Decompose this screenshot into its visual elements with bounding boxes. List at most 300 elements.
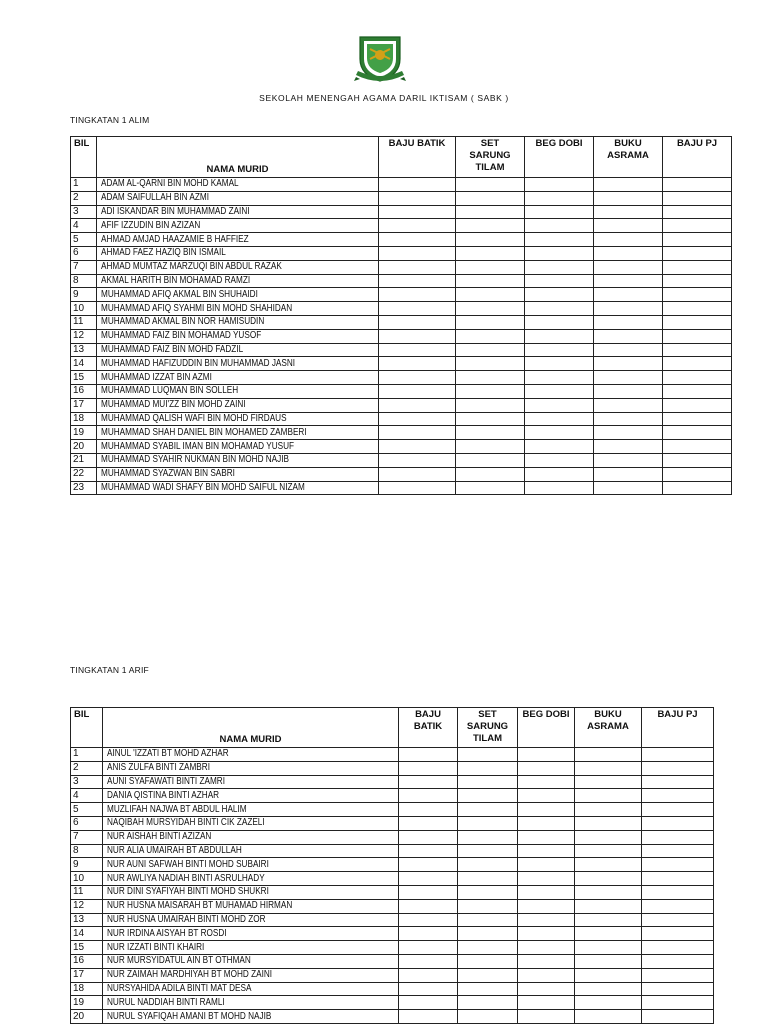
cell-set-sarung-tilam[interactable] xyxy=(458,858,518,872)
cell-baju-batik[interactable] xyxy=(379,453,456,467)
cell-baju-batik[interactable] xyxy=(399,954,458,968)
cell-buku-asrama[interactable] xyxy=(575,816,642,830)
cell-baju-batik[interactable] xyxy=(379,219,456,233)
table-row xyxy=(71,384,732,398)
cell-set-sarung-tilam[interactable] xyxy=(458,899,518,913)
table-row xyxy=(71,274,732,288)
cell-baju-pj[interactable] xyxy=(642,1010,714,1024)
cell-baju-batik[interactable] xyxy=(379,357,456,371)
cell-baju-batik[interactable] xyxy=(379,315,456,329)
student-name-cell xyxy=(97,302,379,316)
cell-beg-dobi[interactable] xyxy=(525,343,594,357)
student-name: NUR HUSNA MAISARAH BT MUHAMAD HIRMAN xyxy=(107,900,293,912)
cell-beg-dobi[interactable] xyxy=(525,274,594,288)
cell-buku-asrama[interactable] xyxy=(594,343,663,357)
student-name: MUHAMMAD MUI'ZZ BIN MOHD ZAINI xyxy=(101,399,246,411)
student-name-cell xyxy=(103,830,399,844)
cell-set-sarung-tilam[interactable] xyxy=(456,329,525,343)
cell-beg-dobi[interactable] xyxy=(525,233,594,247)
cell-set-sarung-tilam[interactable] xyxy=(458,927,518,941)
cell-baju-batik[interactable] xyxy=(399,844,458,858)
table-row xyxy=(71,913,714,927)
cell-buku-asrama[interactable] xyxy=(594,288,663,302)
cell-baju-pj[interactable] xyxy=(663,178,732,192)
cell-baju-pj[interactable] xyxy=(642,748,714,762)
cell-beg-dobi[interactable] xyxy=(525,371,594,385)
header-beg-dobi: BEG DOBI xyxy=(525,137,594,178)
row-number: 23 xyxy=(71,481,97,495)
student-name: NUR DINI SYAFIYAH BINTI MOHD SHUKRI xyxy=(107,886,269,898)
cell-baju-batik[interactable] xyxy=(379,191,456,205)
cell-baju-batik[interactable] xyxy=(399,899,458,913)
cell-baju-batik[interactable] xyxy=(379,205,456,219)
cell-beg-dobi[interactable] xyxy=(518,996,575,1010)
cell-set-sarung-tilam[interactable] xyxy=(458,996,518,1010)
student-name: AHMAD FAEZ HAZIQ BIN ISMAIL xyxy=(101,247,226,259)
cell-baju-pj[interactable] xyxy=(663,191,732,205)
cell-baju-pj[interactable] xyxy=(642,830,714,844)
row-number: 13 xyxy=(71,343,97,357)
cell-beg-dobi[interactable] xyxy=(525,219,594,233)
cell-beg-dobi[interactable] xyxy=(518,954,575,968)
cell-baju-batik[interactable] xyxy=(379,329,456,343)
cell-beg-dobi[interactable] xyxy=(518,927,575,941)
cell-set-sarung-tilam[interactable] xyxy=(456,453,525,467)
cell-set-sarung-tilam[interactable] xyxy=(458,761,518,775)
header-buku-asrama: BUKU ASRAMA xyxy=(575,708,642,748)
cell-beg-dobi[interactable] xyxy=(518,899,575,913)
cell-baju-pj[interactable] xyxy=(663,205,732,219)
student-name-cell xyxy=(103,858,399,872)
cell-baju-batik[interactable] xyxy=(399,982,458,996)
cell-beg-dobi[interactable] xyxy=(525,178,594,192)
row-number: 7 xyxy=(71,830,103,844)
cell-baju-pj[interactable] xyxy=(642,954,714,968)
cell-buku-asrama[interactable] xyxy=(594,178,663,192)
cell-baju-pj[interactable] xyxy=(663,260,732,274)
cell-beg-dobi[interactable] xyxy=(518,941,575,955)
cell-beg-dobi[interactable] xyxy=(518,816,575,830)
cell-baju-batik[interactable] xyxy=(399,761,458,775)
cell-buku-asrama[interactable] xyxy=(575,761,642,775)
cell-baju-pj[interactable] xyxy=(663,384,732,398)
cell-buku-asrama[interactable] xyxy=(575,775,642,789)
header-nama-murid: NAMA MURID xyxy=(97,137,379,178)
cell-baju-batik[interactable] xyxy=(379,440,456,454)
student-name-cell xyxy=(97,398,379,412)
student-name-cell xyxy=(97,274,379,288)
cell-baju-batik[interactable] xyxy=(399,927,458,941)
cell-baju-pj[interactable] xyxy=(663,426,732,440)
table-row xyxy=(71,426,732,440)
student-name: NURUL SYAFIQAH AMANI BT MOHD NAJIB xyxy=(107,1010,272,1022)
cell-buku-asrama[interactable] xyxy=(575,872,642,886)
cell-buku-asrama[interactable] xyxy=(594,467,663,481)
student-name: AFIF IZZUDIN BIN AZIZAN xyxy=(101,219,201,231)
cell-baju-pj[interactable] xyxy=(663,219,732,233)
cell-baju-batik[interactable] xyxy=(379,384,456,398)
table-row xyxy=(71,927,714,941)
table-row xyxy=(71,440,732,454)
cell-baju-batik[interactable] xyxy=(379,246,456,260)
student-name-cell xyxy=(97,384,379,398)
cell-set-sarung-tilam[interactable] xyxy=(456,233,525,247)
cell-baju-batik[interactable] xyxy=(399,885,458,899)
cell-set-sarung-tilam[interactable] xyxy=(456,205,525,219)
header-baju-batik: BAJU BATIK xyxy=(379,137,456,178)
cell-baju-pj[interactable] xyxy=(663,412,732,426)
cell-buku-asrama[interactable] xyxy=(594,357,663,371)
cell-beg-dobi[interactable] xyxy=(518,913,575,927)
cell-baju-batik[interactable] xyxy=(399,789,458,803)
cell-set-sarung-tilam[interactable] xyxy=(458,885,518,899)
cell-baju-pj[interactable] xyxy=(642,816,714,830)
cell-buku-asrama[interactable] xyxy=(594,440,663,454)
cell-baju-pj[interactable] xyxy=(663,315,732,329)
cell-buku-asrama[interactable] xyxy=(575,830,642,844)
cell-set-sarung-tilam[interactable] xyxy=(458,830,518,844)
cell-set-sarung-tilam[interactable] xyxy=(456,343,525,357)
cell-baju-pj[interactable] xyxy=(663,233,732,247)
cell-set-sarung-tilam[interactable] xyxy=(456,302,525,316)
cell-beg-dobi[interactable] xyxy=(525,288,594,302)
cell-set-sarung-tilam[interactable] xyxy=(456,274,525,288)
header-buku-asrama: BUKU ASRAMA xyxy=(594,137,663,178)
cell-baju-batik[interactable] xyxy=(379,467,456,481)
cell-beg-dobi[interactable] xyxy=(525,191,594,205)
cell-set-sarung-tilam[interactable] xyxy=(456,315,525,329)
cell-baju-pj[interactable] xyxy=(642,982,714,996)
cell-set-sarung-tilam[interactable] xyxy=(458,1010,518,1024)
student-name-cell xyxy=(103,899,399,913)
cell-buku-asrama[interactable] xyxy=(594,384,663,398)
cell-baju-pj[interactable] xyxy=(642,913,714,927)
cell-baju-batik[interactable] xyxy=(399,816,458,830)
cell-baju-pj[interactable] xyxy=(642,803,714,817)
cell-baju-batik[interactable] xyxy=(379,274,456,288)
cell-baju-pj[interactable] xyxy=(663,329,732,343)
cell-set-sarung-tilam[interactable] xyxy=(458,816,518,830)
cell-baju-batik[interactable] xyxy=(379,178,456,192)
cell-buku-asrama[interactable] xyxy=(575,954,642,968)
student-name: MUHAMMAD SYABIL IMAN BIN MOHAMAD YUSUF xyxy=(101,440,295,452)
student-name-cell xyxy=(103,748,399,762)
cell-beg-dobi[interactable] xyxy=(525,315,594,329)
row-number: 13 xyxy=(71,913,103,927)
table-row xyxy=(71,302,732,316)
cell-buku-asrama[interactable] xyxy=(575,941,642,955)
cell-baju-batik[interactable] xyxy=(379,260,456,274)
cell-buku-asrama[interactable] xyxy=(575,899,642,913)
cell-beg-dobi[interactable] xyxy=(518,1010,575,1024)
cell-baju-pj[interactable] xyxy=(642,927,714,941)
cell-baju-batik[interactable] xyxy=(379,412,456,426)
cell-baju-pj[interactable] xyxy=(663,343,732,357)
cell-set-sarung-tilam[interactable] xyxy=(456,219,525,233)
header-set-sarung-tilam: SET SARUNG TILAM xyxy=(456,137,525,178)
cell-buku-asrama[interactable] xyxy=(594,219,663,233)
row-number: 7 xyxy=(71,260,97,274)
cell-buku-asrama[interactable] xyxy=(594,412,663,426)
table-row xyxy=(71,761,714,775)
row-number: 17 xyxy=(71,398,97,412)
cell-set-sarung-tilam[interactable] xyxy=(456,260,525,274)
cell-beg-dobi[interactable] xyxy=(525,246,594,260)
cell-set-sarung-tilam[interactable] xyxy=(456,191,525,205)
cell-beg-dobi[interactable] xyxy=(518,885,575,899)
cell-baju-batik[interactable] xyxy=(399,775,458,789)
row-number: 4 xyxy=(71,219,97,233)
cell-beg-dobi[interactable] xyxy=(518,775,575,789)
cell-buku-asrama[interactable] xyxy=(575,927,642,941)
student-name: NUR AISHAH BINTI AZIZAN xyxy=(107,831,212,843)
cell-beg-dobi[interactable] xyxy=(518,748,575,762)
cell-baju-pj[interactable] xyxy=(642,872,714,886)
cell-set-sarung-tilam[interactable] xyxy=(458,872,518,886)
cell-baju-pj[interactable] xyxy=(663,371,732,385)
student-name-cell xyxy=(97,426,379,440)
cell-buku-asrama[interactable] xyxy=(575,803,642,817)
cell-set-sarung-tilam[interactable] xyxy=(456,398,525,412)
cell-buku-asrama[interactable] xyxy=(575,1010,642,1024)
cell-beg-dobi[interactable] xyxy=(525,481,594,495)
table-row xyxy=(71,191,732,205)
row-number: 15 xyxy=(71,941,103,955)
student-name-cell xyxy=(97,412,379,426)
cell-set-sarung-tilam[interactable] xyxy=(456,426,525,440)
row-number: 20 xyxy=(71,1010,103,1024)
cell-baju-batik[interactable] xyxy=(399,748,458,762)
student-name-cell xyxy=(103,885,399,899)
cell-buku-asrama[interactable] xyxy=(594,398,663,412)
student-name: AHMAD MUMTAZ MARZUQI BIN ABDUL RAZAK xyxy=(101,261,282,273)
cell-set-sarung-tilam[interactable] xyxy=(456,357,525,371)
school-crest-icon xyxy=(352,29,408,85)
cell-baju-batik[interactable] xyxy=(379,343,456,357)
cell-beg-dobi[interactable] xyxy=(518,789,575,803)
cell-beg-dobi[interactable] xyxy=(525,426,594,440)
cell-beg-dobi[interactable] xyxy=(518,803,575,817)
cell-baju-batik[interactable] xyxy=(399,996,458,1010)
student-name: MUHAMMAD SYAZWAN BIN SABRI xyxy=(101,468,235,480)
cell-beg-dobi[interactable] xyxy=(525,398,594,412)
class-title-alim: TINGKATAN 1 ALIM xyxy=(70,115,150,125)
cell-beg-dobi[interactable] xyxy=(518,968,575,982)
cell-beg-dobi[interactable] xyxy=(525,357,594,371)
cell-buku-asrama[interactable] xyxy=(594,371,663,385)
student-name-cell xyxy=(97,246,379,260)
cell-baju-pj[interactable] xyxy=(642,761,714,775)
cell-baju-batik[interactable] xyxy=(399,803,458,817)
cell-set-sarung-tilam[interactable] xyxy=(458,775,518,789)
cell-baju-pj[interactable] xyxy=(663,302,732,316)
table-row xyxy=(71,1010,714,1024)
cell-set-sarung-tilam[interactable] xyxy=(458,803,518,817)
cell-beg-dobi[interactable] xyxy=(518,858,575,872)
student-name-cell xyxy=(103,844,399,858)
cell-buku-asrama[interactable] xyxy=(594,302,663,316)
cell-baju-pj[interactable] xyxy=(642,885,714,899)
table-row xyxy=(71,357,732,371)
student-name-cell xyxy=(97,315,379,329)
row-number: 14 xyxy=(71,927,103,941)
row-number: 1 xyxy=(71,178,97,192)
cell-buku-asrama[interactable] xyxy=(594,246,663,260)
row-number: 21 xyxy=(71,453,97,467)
cell-beg-dobi[interactable] xyxy=(525,412,594,426)
student-name-cell xyxy=(103,816,399,830)
cell-set-sarung-tilam[interactable] xyxy=(456,467,525,481)
cell-baju-batik[interactable] xyxy=(399,858,458,872)
cell-set-sarung-tilam[interactable] xyxy=(458,982,518,996)
cell-buku-asrama[interactable] xyxy=(594,481,663,495)
student-name: MUHAMMAD LUQMAN BIN SOLLEH xyxy=(101,385,239,397)
cell-baju-pj[interactable] xyxy=(663,274,732,288)
cell-buku-asrama[interactable] xyxy=(594,426,663,440)
cell-baju-batik[interactable] xyxy=(379,398,456,412)
cell-baju-pj[interactable] xyxy=(663,440,732,454)
cell-set-sarung-tilam[interactable] xyxy=(456,440,525,454)
student-name: MUHAMMAD IZZAT BIN AZMI xyxy=(101,371,212,383)
table-row xyxy=(71,315,732,329)
cell-beg-dobi[interactable] xyxy=(525,205,594,219)
cell-buku-asrama[interactable] xyxy=(575,968,642,982)
cell-set-sarung-tilam[interactable] xyxy=(456,246,525,260)
student-name: MUHAMMAD AKMAL BIN NOR HAMISUDIN xyxy=(101,316,265,328)
student-name: NURSYAHIDA ADILA BINTI MAT DESA xyxy=(107,982,252,994)
school-name: SEKOLAH MENENGAH AGAMA DARIL IKTISAM ( SABK ) xyxy=(259,93,509,103)
cell-buku-asrama[interactable] xyxy=(594,315,663,329)
cell-baju-pj[interactable] xyxy=(642,858,714,872)
cell-beg-dobi[interactable] xyxy=(518,844,575,858)
student-name-cell xyxy=(103,982,399,996)
cell-baju-pj[interactable] xyxy=(642,844,714,858)
cell-buku-asrama[interactable] xyxy=(575,885,642,899)
cell-baju-pj[interactable] xyxy=(663,467,732,481)
cell-buku-asrama[interactable] xyxy=(575,982,642,996)
row-number: 6 xyxy=(71,246,97,260)
cell-baju-batik[interactable] xyxy=(379,288,456,302)
cell-beg-dobi[interactable] xyxy=(518,761,575,775)
cell-set-sarung-tilam[interactable] xyxy=(456,481,525,495)
cell-baju-batik[interactable] xyxy=(399,872,458,886)
cell-baju-batik[interactable] xyxy=(379,426,456,440)
cell-baju-batik[interactable] xyxy=(399,941,458,955)
cell-buku-asrama[interactable] xyxy=(594,274,663,288)
student-name-cell xyxy=(97,329,379,343)
student-name-cell xyxy=(97,371,379,385)
student-name: ADI ISKANDAR BIN MUHAMMAD ZAINI xyxy=(101,205,250,217)
cell-baju-pj[interactable] xyxy=(663,398,732,412)
cell-buku-asrama[interactable] xyxy=(594,191,663,205)
cell-beg-dobi[interactable] xyxy=(525,467,594,481)
student-name: NUR HUSNA UMAIRAH BINTI MOHD ZOR xyxy=(107,913,266,925)
table-row xyxy=(71,954,714,968)
cell-beg-dobi[interactable] xyxy=(518,872,575,886)
cell-baju-pj[interactable] xyxy=(642,996,714,1010)
cell-baju-pj[interactable] xyxy=(642,899,714,913)
cell-baju-pj[interactable] xyxy=(663,357,732,371)
cell-set-sarung-tilam[interactable] xyxy=(458,844,518,858)
cell-set-sarung-tilam[interactable] xyxy=(456,371,525,385)
cell-baju-pj[interactable] xyxy=(642,941,714,955)
cell-beg-dobi[interactable] xyxy=(525,302,594,316)
cell-buku-asrama[interactable] xyxy=(575,748,642,762)
cell-set-sarung-tilam[interactable] xyxy=(456,412,525,426)
cell-baju-batik[interactable] xyxy=(399,830,458,844)
cell-beg-dobi[interactable] xyxy=(525,260,594,274)
student-name: NUR MURSYIDATUL AIN BT OTHMAN xyxy=(107,955,251,967)
cell-baju-batik[interactable] xyxy=(399,913,458,927)
cell-buku-asrama[interactable] xyxy=(575,996,642,1010)
cell-baju-pj[interactable] xyxy=(642,775,714,789)
cell-beg-dobi[interactable] xyxy=(525,329,594,343)
cell-baju-batik[interactable] xyxy=(379,481,456,495)
cell-set-sarung-tilam[interactable] xyxy=(456,384,525,398)
cell-set-sarung-tilam[interactable] xyxy=(458,748,518,762)
cell-beg-dobi[interactable] xyxy=(525,453,594,467)
cell-set-sarung-tilam[interactable] xyxy=(458,789,518,803)
cell-baju-pj[interactable] xyxy=(663,246,732,260)
table-row xyxy=(71,288,732,302)
cell-baju-pj[interactable] xyxy=(663,481,732,495)
cell-set-sarung-tilam[interactable] xyxy=(458,968,518,982)
table-row xyxy=(71,941,714,955)
cell-set-sarung-tilam[interactable] xyxy=(458,913,518,927)
student-name: MUHAMMAD AFIQ SYAHMI BIN MOHD SHAHIDAN xyxy=(101,302,293,314)
cell-beg-dobi[interactable] xyxy=(518,982,575,996)
cell-beg-dobi[interactable] xyxy=(525,384,594,398)
row-number: 14 xyxy=(71,357,97,371)
student-name: MUHAMMAD SYAHIR NUKMAN BIN MOHD NAJIB xyxy=(101,454,290,466)
cell-buku-asrama[interactable] xyxy=(594,233,663,247)
table-row xyxy=(71,219,732,233)
cell-baju-pj[interactable] xyxy=(642,968,714,982)
cell-baju-batik[interactable] xyxy=(399,1010,458,1024)
cell-baju-batik[interactable] xyxy=(379,302,456,316)
cell-buku-asrama[interactable] xyxy=(594,329,663,343)
cell-beg-dobi[interactable] xyxy=(518,830,575,844)
cell-buku-asrama[interactable] xyxy=(594,260,663,274)
row-number: 9 xyxy=(71,858,103,872)
cell-set-sarung-tilam[interactable] xyxy=(458,941,518,955)
student-name-cell xyxy=(103,775,399,789)
cell-baju-batik[interactable] xyxy=(399,968,458,982)
cell-buku-asrama[interactable] xyxy=(575,913,642,927)
cell-baju-pj[interactable] xyxy=(663,288,732,302)
cell-set-sarung-tilam[interactable] xyxy=(458,954,518,968)
cell-baju-pj[interactable] xyxy=(663,453,732,467)
cell-set-sarung-tilam[interactable] xyxy=(456,178,525,192)
cell-buku-asrama[interactable] xyxy=(575,789,642,803)
header-set-sarung-tilam: SET SARUNG TILAM xyxy=(458,708,518,748)
cell-buku-asrama[interactable] xyxy=(575,844,642,858)
student-name: ANIS ZULFA BINTI ZAMBRI xyxy=(107,762,210,774)
cell-buku-asrama[interactable] xyxy=(594,205,663,219)
row-number: 8 xyxy=(71,844,103,858)
student-name-cell xyxy=(103,1010,399,1024)
student-name-cell xyxy=(97,233,379,247)
cell-baju-batik[interactable] xyxy=(379,371,456,385)
cell-buku-asrama[interactable] xyxy=(594,453,663,467)
cell-baju-batik[interactable] xyxy=(379,233,456,247)
cell-baju-pj[interactable] xyxy=(642,789,714,803)
student-name-cell xyxy=(97,481,379,495)
cell-buku-asrama[interactable] xyxy=(575,858,642,872)
cell-set-sarung-tilam[interactable] xyxy=(456,288,525,302)
cell-beg-dobi[interactable] xyxy=(525,440,594,454)
class-title-arif: TINGKATAN 1 ARIF xyxy=(70,665,149,675)
